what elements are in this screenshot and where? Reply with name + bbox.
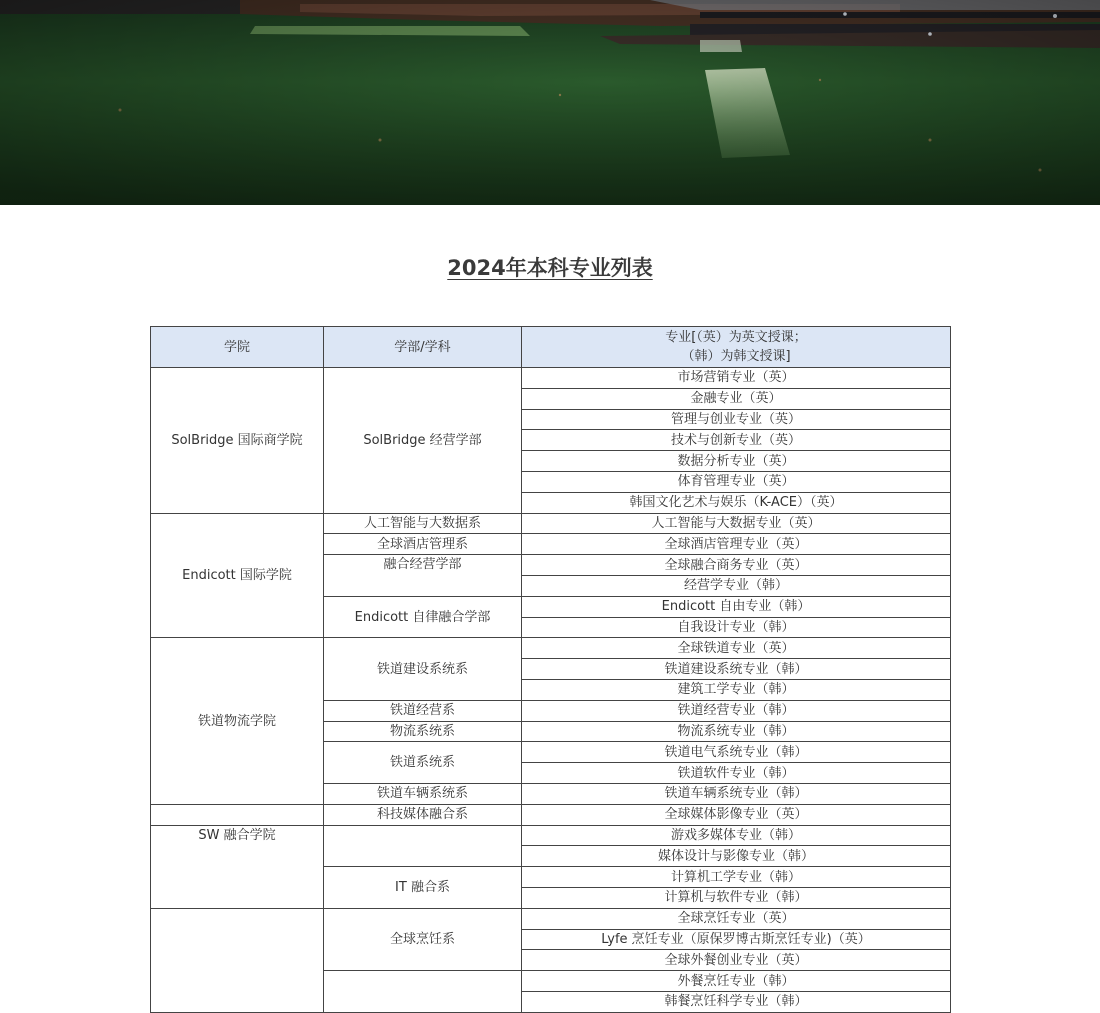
major-cell: 人工智能与大数据专业（英） — [522, 513, 951, 534]
college-cell-empty — [151, 908, 324, 1012]
major-cell: 铁道经营专业（韩） — [522, 700, 951, 721]
major-cell: 全球融合商务专业（英） — [522, 555, 951, 576]
college-cell: Endicott 国际学院 — [151, 513, 324, 638]
major-cell: 计算机与软件专业（韩） — [522, 887, 951, 908]
major-cell: 铁道车辆系统专业（韩） — [522, 783, 951, 804]
major-cell: 物流系统专业（韩） — [522, 721, 951, 742]
department-cell-empty — [324, 971, 522, 1013]
table-row — [151, 513, 951, 534]
header-college: 学院 — [151, 327, 324, 368]
major-cell: 体育管理专业（英） — [522, 471, 951, 492]
major-cell: 技术与创新专业（英） — [522, 430, 951, 451]
college-cell: SW 融合学院 — [151, 825, 324, 908]
hero-banner-image — [0, 0, 1100, 205]
major-cell: 管理与创业专业（英） — [522, 409, 951, 430]
major-cell: 数据分析专业（英） — [522, 451, 951, 472]
majors-table-container — [150, 326, 950, 1013]
department-cell: 物流系统系 — [324, 721, 522, 742]
major-cell: 全球媒体影像专业（英） — [522, 804, 951, 825]
department-cell: 铁道经营系 — [324, 700, 522, 721]
table-row — [151, 368, 951, 389]
department-cell: 融合经营学部 — [324, 555, 522, 597]
department-cell: 铁道建设系统系 — [324, 638, 522, 700]
major-cell: 经营学专业（韩） — [522, 575, 951, 596]
header-department: 学部/学科 — [324, 327, 522, 368]
department-cell: 铁道车辆系统系 — [324, 783, 522, 804]
major-cell: 媒体设计与影像专业（韩） — [522, 846, 951, 867]
college-cell: 铁道物流学院 — [151, 638, 324, 804]
major-cell: 外餐烹饪专业（韩） — [522, 971, 951, 992]
header-major-line1: 专业[（英）为英文授课； — [665, 330, 807, 345]
major-cell: 全球烹饪专业（英） — [522, 908, 951, 929]
major-cell: 全球酒店管理专业（英） — [522, 534, 951, 555]
major-cell: 铁道电气系统专业（韩） — [522, 742, 951, 763]
department-cell: IT 融合系 — [324, 867, 522, 909]
major-cell: 自我设计专业（韩） — [522, 617, 951, 638]
majors-table — [150, 326, 951, 1013]
header-major — [522, 327, 951, 368]
table-row — [151, 825, 951, 846]
department-cell-empty — [324, 825, 522, 867]
hero-lawn-photo — [0, 0, 1100, 205]
department-cell: 人工智能与大数据系 — [324, 513, 522, 534]
table-header-row — [151, 327, 951, 368]
department-cell: 全球烹饪系 — [324, 908, 522, 970]
table-row — [151, 638, 951, 659]
college-cell: SolBridge 国际商学院 — [151, 368, 324, 514]
department-cell: 科技媒体融合系 — [324, 804, 522, 825]
college-cell-empty — [151, 804, 324, 825]
major-cell: 韩餐烹饪科学专业（韩） — [522, 991, 951, 1012]
department-cell: 全球酒店管理系 — [324, 534, 522, 555]
major-cell: 铁道软件专业（韩） — [522, 763, 951, 784]
major-cell: 金融专业（英） — [522, 388, 951, 409]
header-major-line2: （韩）为韩文授课] — [681, 349, 791, 364]
table-row — [151, 804, 951, 825]
major-cell: 游戏多媒体专业（韩） — [522, 825, 951, 846]
major-cell: 全球外餐创业专业（英） — [522, 950, 951, 971]
major-cell: 铁道建设系统专业（韩） — [522, 659, 951, 680]
major-cell: 市场营销专业（英） — [522, 368, 951, 389]
table-row — [151, 908, 951, 929]
major-cell: 韩国文化艺术与娱乐（K-ACE）（英） — [522, 492, 951, 513]
major-cell: 全球铁道专业（英） — [522, 638, 951, 659]
department-cell: Endicott 自律融合学部 — [324, 596, 522, 638]
major-cell: 建筑工学专业（韩） — [522, 679, 951, 700]
major-cell: 计算机工学专业（韩） — [522, 867, 951, 888]
major-cell: Lyfe 烹饪专业（原保罗博古斯烹饪专业)（英） — [522, 929, 951, 950]
page-title: 2024年本科专业列表 — [447, 256, 653, 280]
department-cell: 铁道系统系 — [324, 742, 522, 784]
department-cell: SolBridge 经营学部 — [324, 368, 522, 514]
major-cell: Endicott 自由专业（韩） — [522, 596, 951, 617]
